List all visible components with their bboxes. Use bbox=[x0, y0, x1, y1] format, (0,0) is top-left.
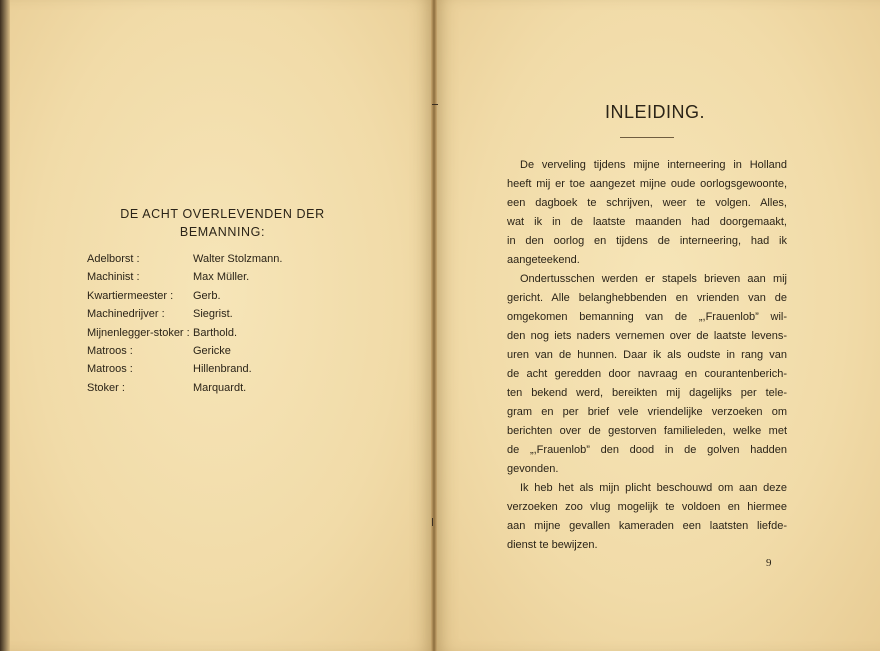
crew-role: Kwartiermeester : bbox=[87, 289, 174, 302]
text-line: dienst te bewijzen. bbox=[507, 539, 598, 551]
text-line: wat ik in de laatste maanden had doorgemaakt, bbox=[507, 216, 787, 228]
text-line: uren van de hunnen. Daar ik als oudste in rang van bbox=[507, 349, 787, 361]
crew-name: Gerb. bbox=[193, 289, 221, 302]
crew-row bbox=[87, 327, 347, 345]
gutter-mark bbox=[432, 518, 433, 526]
crew-name: Hillenbrand. bbox=[193, 363, 252, 376]
page-edge bbox=[0, 0, 10, 651]
text-line: in den oorlog en tijdens de interneering, had ik bbox=[507, 235, 787, 247]
crew-name: Max Müller. bbox=[193, 271, 250, 284]
crew-row bbox=[87, 345, 347, 363]
crew-name: Barthold. bbox=[193, 326, 238, 339]
crew-row bbox=[87, 271, 347, 289]
text-line: heeft mij er toe aangezet mijne oude oorlogsgewoonte, bbox=[507, 178, 787, 190]
crew-role: Mijnenlegger-stoker : bbox=[87, 326, 190, 339]
text-line: de acht geredden door navraag en courantenberich- bbox=[507, 368, 787, 380]
chapter-heading: INLEIDING. bbox=[604, 102, 706, 122]
crew-title-line-1: DE ACHT OVERLEVENDEN DER bbox=[120, 207, 325, 221]
crew-row bbox=[87, 382, 347, 400]
crew-row bbox=[87, 253, 347, 271]
crew-role: Machinist : bbox=[87, 271, 140, 284]
page-number: 9 bbox=[766, 557, 772, 569]
crew-list bbox=[87, 253, 347, 400]
crew-row bbox=[87, 308, 347, 326]
crew-role: Machinedrijver : bbox=[87, 308, 165, 321]
crew-role: Stoker : bbox=[87, 381, 125, 394]
crew-name: Walter Stolzmann. bbox=[193, 253, 283, 265]
text-line: verzoeken zoo vlug mogelijk te voldoen en hiermee bbox=[507, 501, 787, 513]
book-gutter bbox=[431, 0, 437, 651]
chapter-body bbox=[507, 156, 787, 555]
crew-name: Gericke bbox=[193, 344, 231, 357]
heading-rule bbox=[620, 137, 674, 138]
text-line: ten bekend werd, bereikten mij dagelijks per tele- bbox=[507, 387, 787, 399]
text-line: den nog iets naders vernemen over de laatste levens- bbox=[507, 330, 787, 342]
text-line: aangeteekend. bbox=[507, 254, 580, 266]
crew-name: Siegrist. bbox=[193, 308, 233, 321]
crew-title bbox=[105, 205, 340, 241]
text-line: gericht. Alle belanghebbenden en vrienden van de bbox=[507, 292, 787, 304]
crew-role: Adelborst : bbox=[87, 253, 140, 265]
text-line: berichten over de gestorven familieleden, welke met bbox=[507, 425, 787, 437]
crew-name: Marquardt. bbox=[193, 381, 247, 394]
text-line: de „,Frauenlob” den dood in de golven hadden bbox=[507, 444, 787, 456]
left-page bbox=[0, 0, 433, 651]
crew-role: Matroos : bbox=[87, 344, 133, 357]
text-line: Ondertusschen werden er stapels brieven aan mij bbox=[520, 273, 787, 285]
text-line: gram en per brief vele vriendelijke verzoeken om bbox=[507, 406, 787, 418]
text-line: De verveling tijdens mijne interneering in Holland bbox=[520, 159, 787, 171]
crew-row bbox=[87, 363, 347, 381]
text-line: een dagboek te schrijven, weer te volgen. Alles, bbox=[507, 197, 787, 209]
crew-title-line-2: BEMANNING: bbox=[179, 225, 266, 239]
crew-role: Matroos : bbox=[87, 363, 133, 376]
text-line: gevonden. bbox=[507, 463, 559, 475]
text-line: omgekomen bemanning van de „,Frauenlob” wil- bbox=[507, 311, 787, 323]
gutter-mark bbox=[432, 104, 438, 105]
text-line: Ik heb het als mijn plicht beschouwd om aan deze bbox=[520, 482, 787, 494]
text-line: aan mijne gevallen kameraden een laatsten liefde- bbox=[507, 520, 787, 532]
crew-row bbox=[87, 290, 347, 308]
